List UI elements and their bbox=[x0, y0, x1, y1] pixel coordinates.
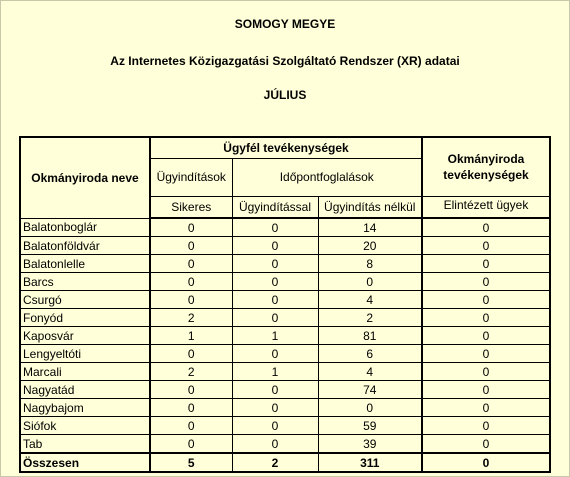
without-initiation-cell: 14 bbox=[318, 218, 422, 237]
with-initiation-cell: 1 bbox=[232, 363, 318, 381]
county-title: SOMOGY MEGYE bbox=[234, 17, 336, 31]
without-initiation-cell: 311 bbox=[318, 453, 422, 472]
completed-cell: 0 bbox=[422, 381, 550, 399]
successful-cell: 0 bbox=[150, 237, 232, 255]
completed-cell: 0 bbox=[422, 417, 550, 435]
without-initiation-cell: 20 bbox=[318, 237, 422, 255]
office-name-cell: Balatonföldvár bbox=[20, 237, 150, 255]
completed-cell: 0 bbox=[422, 309, 550, 327]
completed-cell: 0 bbox=[422, 435, 550, 454]
successful-cell: 1 bbox=[150, 327, 232, 345]
without-initiation-cell: 0 bbox=[318, 273, 422, 291]
successful-cell: 0 bbox=[150, 381, 232, 399]
office-name-cell: Balatonboglár bbox=[20, 218, 150, 237]
completed-cell: 0 bbox=[422, 399, 550, 417]
with-initiation-cell: 0 bbox=[232, 381, 318, 399]
without-initiation-cell: 39 bbox=[318, 435, 422, 454]
table-row bbox=[20, 345, 550, 363]
total-row bbox=[20, 453, 550, 472]
successful-cell: 0 bbox=[150, 291, 232, 309]
header-successful: Sikeres bbox=[150, 196, 232, 218]
successful-cell: 0 bbox=[150, 399, 232, 417]
completed-cell: 0 bbox=[422, 327, 550, 345]
office-name-cell: Nagybajom bbox=[20, 399, 150, 417]
successful-cell: 0 bbox=[150, 255, 232, 273]
with-initiation-cell: 0 bbox=[232, 309, 318, 327]
with-initiation-cell: 0 bbox=[232, 435, 318, 454]
total-label: Összesen bbox=[20, 453, 150, 472]
office-name-cell: Nagyatád bbox=[20, 381, 150, 399]
table-row bbox=[20, 291, 550, 309]
statistics-table bbox=[19, 136, 551, 473]
table-row bbox=[20, 273, 550, 291]
header-with-initiation: Ügyindítással bbox=[232, 196, 318, 218]
without-initiation-cell: 8 bbox=[318, 255, 422, 273]
without-initiation-cell: 4 bbox=[318, 363, 422, 381]
with-initiation-cell: 0 bbox=[232, 218, 318, 237]
with-initiation-cell: 0 bbox=[232, 255, 318, 273]
header-client-activities: Ügyfél tevékenységek bbox=[150, 137, 422, 158]
successful-cell: 5 bbox=[150, 453, 232, 472]
successful-cell: 0 bbox=[150, 417, 232, 435]
successful-cell: 0 bbox=[150, 435, 232, 454]
header-appointments: Időpontfoglalások bbox=[232, 158, 422, 196]
office-name-cell: Barcs bbox=[20, 273, 150, 291]
with-initiation-cell: 0 bbox=[232, 345, 318, 363]
with-initiation-cell: 0 bbox=[232, 273, 318, 291]
office-name-cell: Kaposvár bbox=[20, 327, 150, 345]
successful-cell: 0 bbox=[150, 273, 232, 291]
office-name-cell: Csurgó bbox=[20, 291, 150, 309]
completed-cell: 0 bbox=[422, 345, 550, 363]
table-row bbox=[20, 237, 550, 255]
table-row bbox=[20, 399, 550, 417]
office-name-cell: Tab bbox=[20, 435, 150, 454]
with-initiation-cell: 0 bbox=[232, 291, 318, 309]
header-office-activities: Okmányiroda tevékenységek bbox=[422, 137, 550, 196]
header-initiations: Ügyindítások bbox=[150, 158, 232, 196]
with-initiation-cell: 0 bbox=[232, 417, 318, 435]
office-name-cell: Balatonlelle bbox=[20, 255, 150, 273]
report-subtitle: Az Internetes Közigazgatási Szolgáltató Rendszer (XR) adatai bbox=[110, 54, 460, 68]
completed-cell: 0 bbox=[422, 273, 550, 291]
completed-cell: 0 bbox=[422, 291, 550, 309]
without-initiation-cell: 74 bbox=[318, 381, 422, 399]
header-completed: Elintézett ügyek bbox=[422, 196, 550, 218]
successful-cell: 2 bbox=[150, 309, 232, 327]
completed-cell: 0 bbox=[422, 237, 550, 255]
table-row bbox=[20, 381, 550, 399]
header-without-initiation: Ügyindítás nélkül bbox=[318, 196, 422, 218]
table-row bbox=[20, 363, 550, 381]
without-initiation-cell: 0 bbox=[318, 399, 422, 417]
with-initiation-cell: 1 bbox=[232, 327, 318, 345]
without-initiation-cell: 59 bbox=[318, 417, 422, 435]
table-row bbox=[20, 417, 550, 435]
completed-cell: 0 bbox=[422, 255, 550, 273]
completed-cell: 0 bbox=[422, 218, 550, 237]
without-initiation-cell: 81 bbox=[318, 327, 422, 345]
without-initiation-cell: 2 bbox=[318, 309, 422, 327]
table-row bbox=[20, 435, 550, 454]
office-name-cell: Marcali bbox=[20, 363, 150, 381]
office-name-cell: Lengyeltóti bbox=[20, 345, 150, 363]
completed-cell: 0 bbox=[422, 363, 550, 381]
successful-cell: 0 bbox=[150, 345, 232, 363]
without-initiation-cell: 4 bbox=[318, 291, 422, 309]
with-initiation-cell: 2 bbox=[232, 453, 318, 472]
month-title: JÚLIUS bbox=[263, 88, 307, 102]
table-row bbox=[20, 327, 550, 345]
table-row bbox=[20, 218, 550, 237]
successful-cell: 0 bbox=[150, 218, 232, 237]
table-row bbox=[20, 255, 550, 273]
table-row bbox=[20, 309, 550, 327]
successful-cell: 2 bbox=[150, 363, 232, 381]
completed-cell: 0 bbox=[422, 453, 550, 472]
without-initiation-cell: 6 bbox=[318, 345, 422, 363]
header-office-name: Okmányiroda neve bbox=[20, 137, 150, 218]
with-initiation-cell: 0 bbox=[232, 399, 318, 417]
with-initiation-cell: 0 bbox=[232, 237, 318, 255]
office-name-cell: Siófok bbox=[20, 417, 150, 435]
statistics-table-body bbox=[20, 137, 550, 472]
office-name-cell: Fonyód bbox=[20, 309, 150, 327]
